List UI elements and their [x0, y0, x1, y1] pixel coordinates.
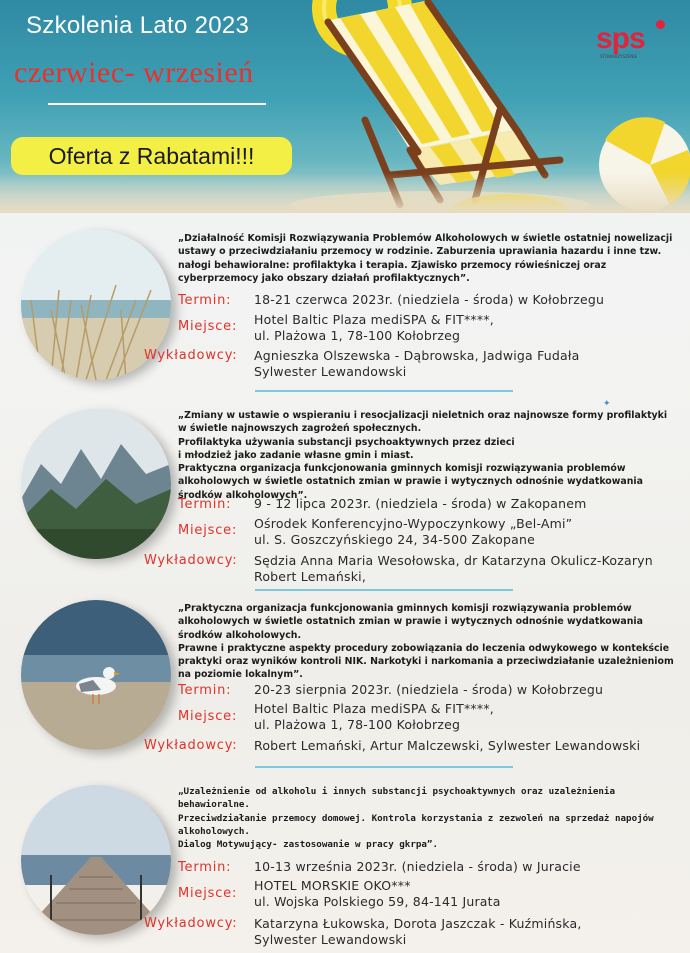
miejsce-label: Miejsce: [178, 886, 238, 901]
wykladowcy-line-1: Katarzyna Łukowska, Dorota Jaszczak - Kuźmińska, [254, 916, 582, 931]
miejsce-line-2: ul. Wojska Polskiego 59, 84-141 Jurata [254, 894, 501, 909]
wykladowcy-line-2: Sylwester Lewandowski [254, 364, 407, 379]
course-title: „Zmiany w ustawie o wspieraniu i resocjalizacji nieletnich oraz najnowsze formy profilaktyki w świetle najnowszych zagrożeń społecznych. Profilaktyka używania substancji psychoaktywnych przez dzieci i młodzież jako zadanie własne gmin i miast. Praktyczna organizacja funkcjonowania gminnych komisji rozwiązywania problemów alkoholowych w świetle ostatnich zmian w prawie i wytycznych odnośnie wydatkowania środków alkoholowych”. [178, 410, 668, 501]
logo-dot [656, 20, 665, 29]
wykladowcy-line-1: Agnieszka Olszewska - Dąbrowska, Jadwiga Fudała [254, 348, 580, 363]
course-title: „Uzależnienie od alkoholu i innych substancji psychoaktywnych oraz uzależnienia behawioralne. Przeciwdziałanie przemocy domowej. Kontrola korzystania z zezwoleń na sprzedaż napojów alkoholowych. Dialog Motywujący- zastosowanie w pracy gkrpa”. [178, 786, 654, 851]
wykladowcy-label: Wykładowcy: [144, 738, 238, 753]
miejsce-line-1: HOTEL MORSKIE OKO*** [254, 878, 411, 893]
course-card-1 [0, 222, 690, 392]
header-banner [0, 0, 690, 213]
wykladowcy-line-2: Robert Lemański, [254, 569, 367, 584]
course-title: „Działalność Komisji Rozwiązywania Problemów Alkoholowych w świetle ostatniej nowelizacji ustawy o przeciwdziałaniu przemocy w rodzinie. Zaburzenia uprawiania hazardu i inne tzw. nałogi behawioralne: profilaktyka i terapia. Zjawisko przemocy rówieśniczej oraz cyberprzemocy jako obszary działań profilaktycznych”. [178, 233, 673, 284]
wykladowcy-line-2: Sylwester Lewandowski [254, 932, 407, 947]
miejsce-label: Miejsce: [178, 523, 238, 538]
page-subtitle: czerwiec- wrzesień [14, 56, 254, 89]
miejsce-line-1: Hotel Baltic Plaza mediSPA & FIT****, [254, 312, 494, 327]
miejsce-line-2: ul. S. Goszczyńskiego 24, 34-500 Zakopane [254, 532, 536, 547]
miejsce-line-1: Ośrodek Konferencyjno-Wypoczynkowy „Bel-Ami” [254, 516, 573, 531]
sparkle-icon: ✦ [603, 399, 611, 409]
course-card-2 [0, 405, 690, 585]
offer-button[interactable]: Oferta z Rabatami!!! [11, 137, 292, 175]
termin-value: 18-21 czerwca 2023r. (niedziela - środa) w Kołobrzegu [254, 292, 605, 307]
section-divider [255, 390, 513, 392]
wykladowcy-label: Wykładowcy: [144, 916, 238, 931]
page-title: Szkolenia Lato 2023 [26, 12, 250, 39]
course-title: „Praktyczna organizacja funkcjonowania gminnych komisji rozwiązywania problemów alkoholowych w świetle ostatnich zmian w prawie i wytycznych odnośnie wydatkowania środków alkoholowych. Prawne i praktyczne aspekty procedury zobowiązania do leczenia odwykowego w kontekście praktyki oraz wyników kontroli NIK. Narkotyki i narkomania a przeciwdziałanie uzależnieniom na poziomie lokalnym”. [178, 603, 674, 681]
course-card-4 [0, 783, 690, 953]
miejsce-label: Miejsce: [178, 319, 238, 334]
section-divider [255, 766, 513, 768]
wykladowcy-line-1: Robert Lemański, Artur Malczewski, Sylwester Lewandowski [254, 738, 641, 753]
termin-label: Termin: [178, 497, 232, 512]
termin-label: Termin: [178, 293, 232, 308]
miejsce-label: Miejsce: [178, 709, 238, 724]
miejsce-line-2: ul. Plażowa 1, 78-100 Kołobrzeg [254, 328, 461, 343]
miejsce-line-1: Hotel Baltic Plaza mediSPA & FIT****, [254, 701, 494, 716]
course-photo-seagull [21, 600, 171, 750]
wykladowcy-label: Wykładowcy: [144, 348, 238, 363]
sand-strip [0, 173, 690, 213]
course-photo-pier [21, 785, 171, 935]
miejsce-line-2: ul. Plażowa 1, 78-100 Kołobrzeg [254, 717, 461, 732]
termin-value: 20-23 sierpnia 2023r. (niedziela - środa) w Kołobrzegu [254, 682, 604, 697]
logo-text: sps [596, 22, 645, 55]
section-divider [255, 589, 513, 591]
wykladowcy-label: Wykładowcy: [144, 553, 238, 568]
course-photo-mountains [21, 409, 171, 559]
logo-small-text: STOWARZYSZENIE [600, 54, 638, 59]
termin-value: 9 - 12 lipca 2023r. (niedziela - środa) w Zakopanem [254, 496, 587, 511]
termin-label: Termin: [178, 683, 232, 698]
header-divider [48, 103, 266, 105]
termin-value: 10-13 września 2023r. (niedziela - środa) w Juracie [254, 859, 581, 874]
termin-label: Termin: [178, 860, 232, 875]
course-card-3 [0, 598, 690, 768]
sps-logo [596, 22, 668, 62]
wykladowcy-line-1: Sędzia Anna Maria Wesołowska, dr Katarzyna Okulicz-Kozaryn [254, 553, 653, 568]
